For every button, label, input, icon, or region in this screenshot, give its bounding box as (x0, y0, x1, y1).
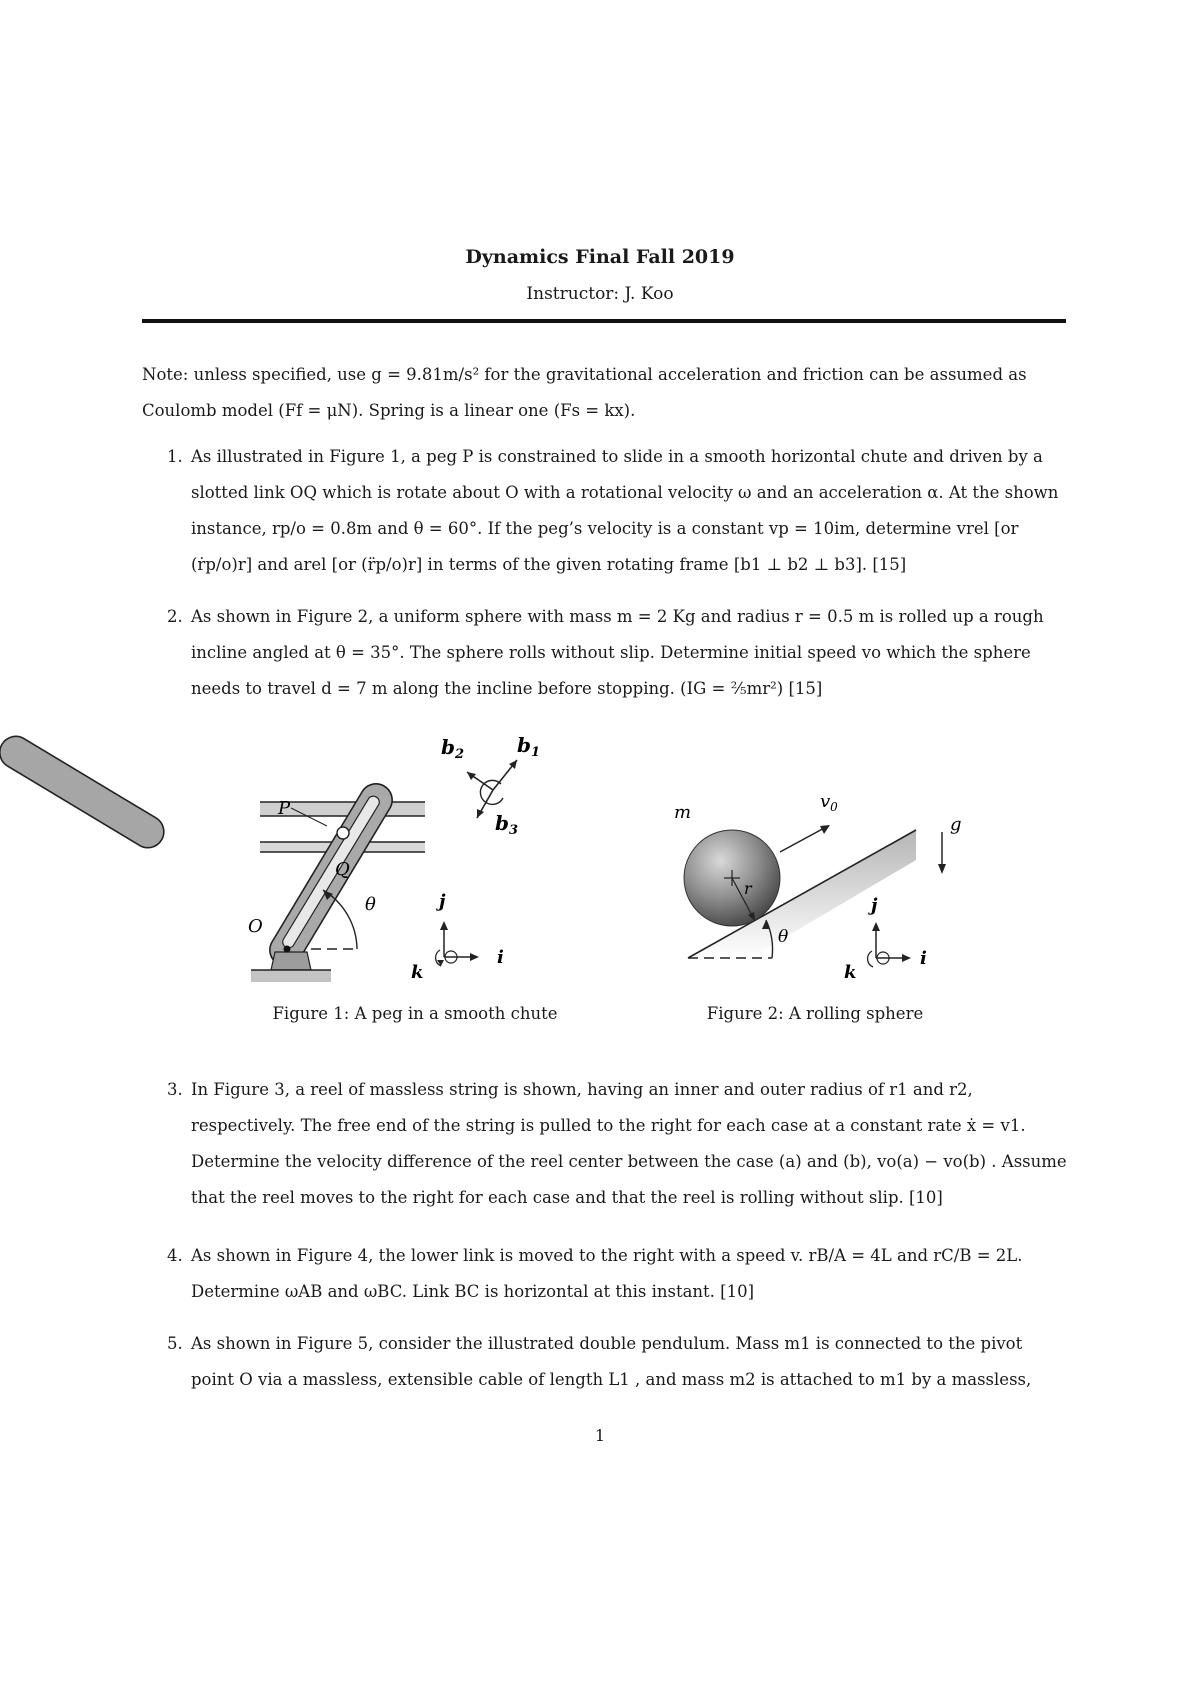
label-j: j (871, 895, 878, 916)
problem-number: 4. (167, 1246, 183, 1265)
svg-text:v0 (820, 791, 838, 814)
label-g: g (950, 814, 962, 835)
label-k: k (411, 962, 424, 983)
inertial-frame (411, 891, 504, 983)
problem-text: As shown in Figure 5, consider the illustrated double pendulum. Mass m1 is connected to the pivot point O via a massless, extensible cable of length L1 , and mass m2 is attached to m1 by a massless, (191, 1334, 1032, 1389)
header-rule (142, 319, 1066, 323)
rotating-frame (441, 733, 540, 838)
problem-1 (142, 439, 1067, 583)
label-k: k (844, 962, 857, 983)
label-j: j (439, 891, 446, 912)
label-b3: b (495, 811, 509, 835)
label-theta: θ (365, 894, 376, 915)
problem-number: 2. (167, 607, 183, 626)
label-i: i (920, 948, 927, 969)
problem-number: 5. (167, 1334, 183, 1353)
page-title: Dynamics Final Fall 2019 (465, 246, 735, 268)
problem-text: As shown in Figure 2, a uniform sphere with mass m = 2 Kg and radius r = 0.5 m is rolled up a rough incline angled at θ = 35°. The sphere rolls without slip. Determine initial speed vo which the sphere needs to travel d = 7 m along the incline before stopping. (IG = ⅖mr²) [15] (191, 607, 1044, 698)
problem-text: In Figure 3, a reel of massless string is shown, having an inner and outer radius of r1 and r2, respectively. The free end of the string is pulled to the right for each case at a constant rate ẋ = v1. Determine the velocity difference of the reel center between the case (a) and (b), vo(a) − vo(b) . Assume that the reel moves to the right for each case and that the reel is rolling without slip. [10] (191, 1080, 1067, 1207)
peg-circle (337, 827, 349, 839)
label-theta: θ (778, 927, 789, 947)
instructor-line: Instructor: J. Koo (526, 284, 674, 304)
label-b1-sub: 1 (530, 745, 541, 760)
figure-2-caption: Figure 2: A rolling sphere (706, 1004, 924, 1023)
problem-5 (142, 1326, 1067, 1398)
problem-2 (142, 599, 1067, 707)
problem-text: As shown in Figure 4, the lower link is moved to the right with a speed v. rB/A = 4L and rC/B = 2L. Determine ωAB and ωBC. Link BC is horizontal at this instant. [10] (191, 1246, 1023, 1301)
page-number: 1 (594, 1426, 606, 1445)
label-i: i (497, 947, 504, 968)
label-v-sub: 0 (830, 800, 838, 814)
label-m: m (674, 802, 692, 823)
svg-text:b3 (495, 811, 518, 838)
label-O: O (248, 916, 263, 937)
label-P: P (278, 798, 291, 819)
problem-number: 3. (167, 1080, 183, 1099)
problem-4 (142, 1238, 1067, 1310)
label-r: r (744, 879, 752, 898)
label-v: v (820, 791, 831, 812)
note-paragraph: Note: unless specified, use g = 9.81m/s² for the gravitational acceleration and friction can be assumed as Coulomb model (Ff = μN). Spring is a linear one (Fs = kx). (142, 365, 1027, 420)
figure-1-caption: Figure 1: A peg in a smooth chute (272, 1004, 558, 1023)
label-b1: b (517, 733, 531, 757)
problem-number: 1. (167, 447, 183, 466)
label-b2-sub: 2 (454, 747, 465, 762)
label-b2: b (441, 735, 455, 759)
label-Q: Q (335, 859, 350, 880)
problem-3 (142, 1072, 1067, 1216)
inertial-frame (844, 895, 927, 983)
svg-text:b1 (517, 733, 540, 760)
svg-text:b2 (441, 735, 464, 762)
problem-text: As illustrated in Figure 1, a peg P is constrained to slide in a smooth horizontal chute and driven by a slotted link OQ which is rotate about O with a rotational velocity ω and an acceleration α. At the shown instance, rp/o = 0.8m and θ = 60°. If the peg’s velocity is a constant vp = 10im, determine vrel [or (ṙp/o)r] and arel [or (r̈p/o)r] in terms of the given rotating frame [b1 ⊥ b2 ⊥ b3]. [15] (191, 447, 1059, 574)
label-b3-sub: 3 (508, 823, 519, 838)
figure-1-peg-chute (245, 720, 590, 983)
figure-2-rolling-sphere (660, 790, 980, 983)
pivot-dot (284, 946, 291, 953)
